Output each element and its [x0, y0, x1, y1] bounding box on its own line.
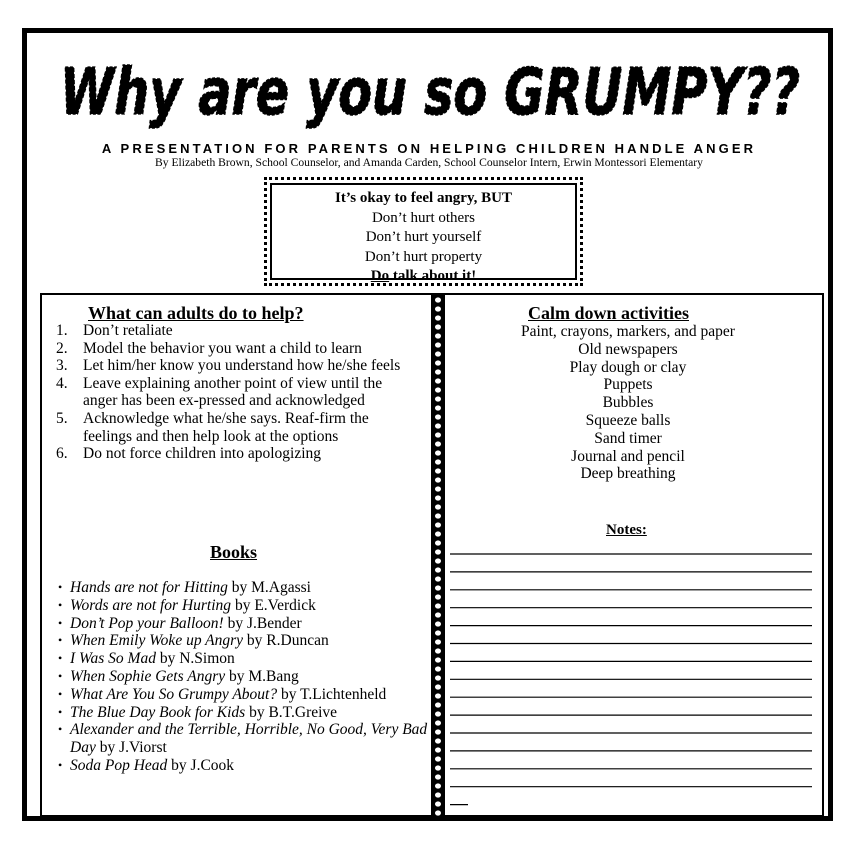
book-title: Soda Pop Head	[70, 756, 168, 774]
chain-link	[435, 405, 441, 410]
chain-link	[435, 378, 441, 383]
chain-link	[435, 783, 441, 788]
rules-line-4: Don’t hurt property	[364, 248, 483, 265]
chain-link	[435, 612, 441, 617]
chain-link	[435, 675, 441, 680]
chain-link	[435, 657, 441, 662]
adults-list	[56, 322, 416, 463]
adults-list-item	[56, 375, 416, 410]
list-item-text: Leave explaining another point of view until the anger has been ex-pressed and acknowledged	[83, 374, 383, 410]
rules-box	[264, 177, 583, 286]
chain-link	[435, 324, 441, 329]
calm-activity-item: Play dough or clay	[569, 358, 687, 376]
calm-heading: Calm down activities	[528, 303, 689, 323]
calm-list	[452, 323, 804, 483]
chain-link	[435, 351, 441, 356]
chain-link	[435, 801, 441, 806]
chain-link	[435, 495, 441, 500]
rules-line-5-rest: talk about it!	[389, 268, 477, 285]
book-author: by J.Viorst	[95, 739, 167, 757]
notes-lines	[450, 552, 814, 812]
chain-link	[435, 369, 441, 374]
chain-link	[435, 423, 441, 428]
book-item	[58, 597, 428, 615]
list-item-text: Acknowledge what he/she says. Reaf-firm the feelings and then help look at the options	[83, 409, 369, 445]
chain-link	[435, 666, 441, 671]
chain-link	[435, 513, 441, 518]
book-item	[58, 686, 428, 704]
chain-link	[435, 621, 441, 626]
adults-list-item	[56, 322, 416, 340]
chain-link	[435, 540, 441, 545]
chain-link	[435, 396, 441, 401]
list-item-text: Let him/her know you understand how he/she feels	[83, 357, 401, 375]
chain-link	[435, 693, 441, 698]
book-title: The Blue Day Book for Kids	[70, 703, 246, 721]
list-item-number: 2.	[56, 339, 68, 357]
list-item-text: Model the behavior you want a child to learn	[83, 339, 362, 357]
chain-link	[435, 594, 441, 599]
chain-link	[435, 522, 441, 527]
calm-activity-item: Bubbles	[602, 394, 654, 412]
chain-link	[435, 414, 441, 419]
book-item	[58, 650, 428, 668]
bullet: •	[58, 704, 63, 719]
book-title: Words are not for Hurting	[70, 596, 232, 614]
rules-line-5	[272, 267, 575, 287]
book-author: by M.Bang	[225, 667, 299, 685]
notes-heading: Notes:	[606, 522, 647, 538]
chain-link	[435, 585, 441, 590]
bullet: •	[58, 668, 63, 683]
chain-link	[435, 720, 441, 725]
chain-link	[435, 774, 441, 779]
bullet: •	[58, 580, 63, 594]
chain-divider	[431, 293, 445, 817]
byline: By Elizabeth Brown, School Counselor, and Amanda Carden, School Counselor Intern, Erwin Montessori Elementary	[155, 156, 703, 169]
bullet: •	[58, 651, 63, 666]
subtitle: A PRESENTATION FOR PARENTS ON HELPING CHILDREN HANDLE ANGER	[101, 141, 757, 156]
chain-link	[435, 306, 441, 311]
chain-link	[435, 450, 441, 455]
rules-line-2: Don’t hurt others	[371, 209, 476, 226]
chain-link	[435, 747, 441, 752]
book-author: by R.Duncan	[243, 632, 329, 650]
book-author: by T.Lichtenheld	[277, 685, 387, 703]
calm-activity-item: Sand timer	[594, 429, 662, 447]
book-item	[58, 704, 428, 722]
chain-link	[435, 333, 441, 338]
book-item	[58, 615, 428, 633]
adults-list-item	[56, 340, 416, 358]
chain-link	[435, 486, 441, 491]
chain-link	[435, 648, 441, 653]
chain-link	[435, 810, 441, 815]
book-author: by J.Cook	[167, 756, 235, 774]
chain-link	[435, 603, 441, 608]
book-title: What Are You So Grumpy About?	[70, 685, 278, 703]
list-item-text: Do not force children into apologizing	[83, 445, 322, 463]
adults-list-item	[56, 410, 416, 445]
book-title: Don’t Pop your Balloon!	[70, 614, 224, 632]
title-text: Why are you so GRUMPY??	[60, 56, 800, 130]
bullet: •	[58, 686, 63, 701]
book-item	[58, 721, 428, 757]
list-item-number: 3.	[56, 357, 68, 375]
chain-link	[435, 756, 441, 761]
adults-heading: What can adults do to help?	[88, 303, 304, 323]
chain-link	[435, 360, 441, 365]
book-item	[58, 632, 428, 650]
chain-link	[435, 342, 441, 347]
bullet: •	[58, 757, 63, 772]
bullet: •	[58, 597, 63, 612]
chain-link	[435, 531, 441, 536]
book-author: by N.Simon	[155, 650, 235, 668]
adults-list-item	[56, 445, 416, 463]
calm-activity-item: Paint, crayons, markers, and paper	[521, 323, 735, 340]
book-title: Alexander and the Terrible, Horrible, No Good, Very Bad Day	[70, 721, 428, 757]
books-heading: Books	[210, 542, 258, 562]
adults-list-item	[56, 357, 416, 375]
book-title: When Sophie Gets Angry	[70, 667, 226, 685]
book-author: by B.T.Greive	[245, 703, 338, 721]
chain-link	[435, 576, 441, 581]
chain-link	[435, 630, 441, 635]
chain-link	[435, 315, 441, 320]
bullet: •	[58, 722, 63, 737]
calm-activity-item: Puppets	[603, 376, 653, 394]
chain-link	[435, 549, 441, 554]
books-list	[58, 579, 428, 775]
chain-link	[435, 504, 441, 509]
list-item-number: 5.	[56, 409, 68, 427]
calm-activity-item: Journal and pencil	[571, 447, 685, 465]
list-item-number: 1.	[56, 322, 68, 339]
rules-box-inner	[270, 183, 577, 285]
list-item-text: Don’t retaliate	[83, 322, 173, 339]
chain-link	[435, 729, 441, 734]
book-item	[58, 579, 428, 597]
page-title	[30, 34, 830, 130]
list-item-number: 6.	[56, 445, 68, 463]
bullet: •	[58, 633, 63, 648]
book-author: by M.Agassi	[227, 579, 311, 596]
chain-link	[435, 459, 441, 464]
chain-link	[435, 387, 441, 392]
book-item	[58, 668, 428, 686]
chain-link	[435, 477, 441, 482]
chain-link	[435, 297, 441, 302]
book-author: by E.Verdick	[231, 596, 316, 614]
chain-link	[435, 639, 441, 644]
chain-link	[435, 558, 441, 563]
chain-link	[435, 765, 441, 770]
chain-link	[435, 432, 441, 437]
calm-activity-item: Squeeze balls	[585, 411, 671, 429]
book-title: Hands are not for Hitting	[70, 579, 228, 596]
chain-link	[435, 567, 441, 572]
book-item	[58, 757, 428, 775]
chain-link	[435, 468, 441, 473]
chain-link	[435, 702, 441, 707]
chain-link	[435, 441, 441, 446]
chain-link	[435, 792, 441, 797]
bullet: •	[58, 615, 63, 630]
calm-activity-item: Old newspapers	[578, 340, 678, 358]
calm-activity-item: Deep breathing	[580, 465, 676, 483]
rules-do-word: Do	[370, 268, 390, 285]
book-title: When Emily Woke up Angry	[70, 632, 244, 650]
list-item-number: 4.	[56, 374, 68, 392]
rules-line-1: It’s okay to feel angry, BUT	[335, 190, 512, 206]
book-title: I Was So Mad	[70, 650, 156, 668]
book-author: by J.Bender	[223, 614, 302, 632]
chain-link	[435, 684, 441, 689]
chain-link	[435, 711, 441, 716]
rules-line-3: Don’t hurt yourself	[365, 229, 482, 246]
chain-link	[435, 738, 441, 743]
